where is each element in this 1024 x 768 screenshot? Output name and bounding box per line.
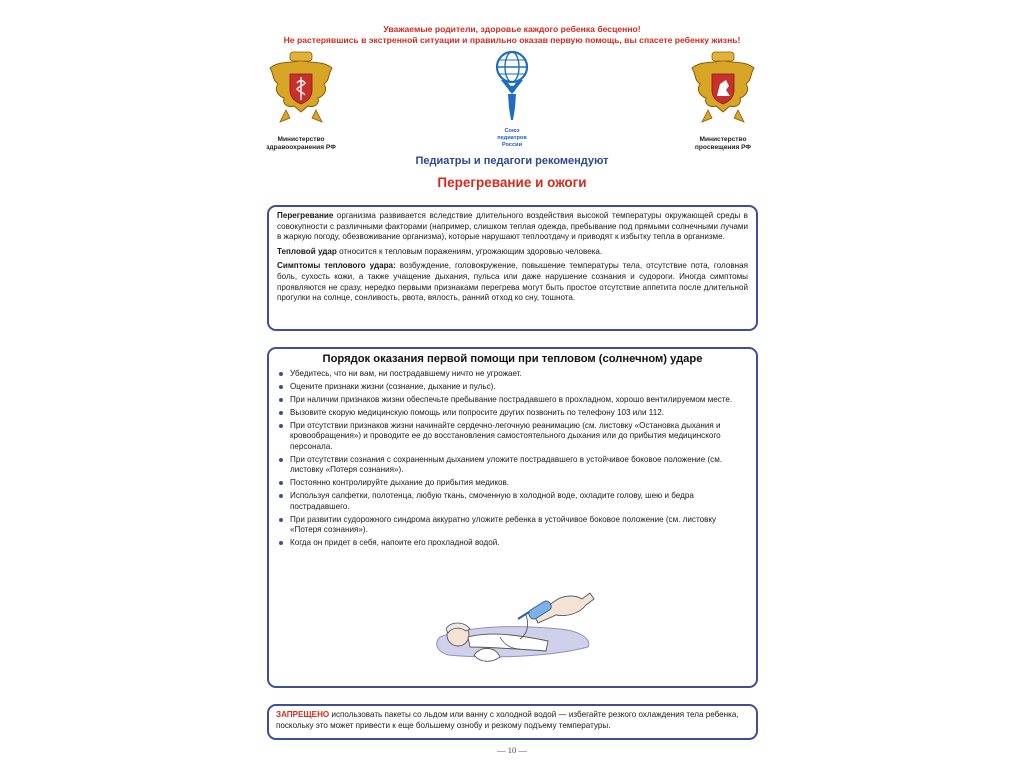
- procedure-step: [277, 382, 748, 392]
- ministry-health-caption: [254, 136, 348, 152]
- union-line-1: Союз: [504, 128, 520, 134]
- appeal-line-1: Уважаемые родители, здоровье каждого ребенка бесценно!: [383, 24, 641, 34]
- procedure-heading: Порядок оказания первой помощи при тепловом (солнечном) ударе: [322, 353, 703, 365]
- ministry-education-caption: [676, 136, 770, 152]
- union-pediatricians-caption: [482, 128, 542, 149]
- coat-of-arms-eagle-icon: [686, 50, 760, 130]
- page-title: Перегревание и ожоги: [437, 175, 587, 190]
- overheating-definition: [277, 211, 748, 243]
- procedure-step: [277, 369, 748, 379]
- symptoms-text: возбуждение, головокружение, повышение температуры тела, отсутствие пота, головная боль, сухость кожи, а также учащение дыхания, пульса или даже нарушение сознания и судороги. Иногда симптомы проявляются не сразу, нередко первыми признаками перегрева могут быть простое отсутствие аппетита после длительной прогулки на солнце, сонливость, рвота, вялость, ранний отход ко сну, тошнота.: [277, 261, 748, 303]
- prohibited-label: ЗАПРЕЩЕНО: [276, 710, 330, 719]
- procedure-step-text: Используя салфетки, полотенца, любую ткань, смоченную в холодной воде, охладите голову, шею и бедра пострадавшего.: [290, 491, 694, 511]
- procedure-step: [277, 538, 748, 548]
- recommend-subtitle: Педиатры и педагоги рекомендуют: [415, 155, 609, 167]
- ministry-health-line-2: здравоохранения РФ: [266, 144, 336, 151]
- procedure-step-text: Вызовите скорую медицинскую помощь или попросите других позвонить по телефону 103 или 112.: [290, 408, 664, 417]
- procedure-step-text: Убедитесь, что ни вам, ни пострадавшему ничто не угрожает.: [290, 369, 522, 378]
- appeal-line-2: Не растерявшись в экстренной ситуации и правильно оказав первую помощь, вы спасете ребенку жизнь!: [283, 35, 741, 45]
- ministry-education-line-1: Министерство: [699, 136, 747, 143]
- term-overheating: Перегревание: [277, 211, 334, 220]
- procedure-step: [277, 395, 748, 405]
- prohibition-warning-box: [267, 704, 758, 740]
- coat-of-arms-eagle-icon: [264, 50, 338, 130]
- bullet-icon: [279, 458, 283, 462]
- procedure-step: [277, 478, 748, 488]
- procedure-step: [277, 515, 748, 536]
- bullet-icon: [279, 481, 283, 485]
- heatstroke-definition: [277, 247, 748, 258]
- child-drinking-water-illustration: [430, 585, 600, 675]
- procedure-step: [277, 421, 748, 452]
- page-number: — 10 —: [497, 745, 527, 755]
- procedure-step-text: Оцените признаки жизни (сознание, дыхание и пульс).: [290, 382, 496, 391]
- procedure-step-text: При отсутствии сознания с сохраненным дыханием уложите пострадавшего в устойчивое боковое положение (см. листовку «Потеря сознания»).: [290, 454, 723, 475]
- term-heatstroke: Тепловой удар: [277, 246, 337, 256]
- procedure-steps-list: [277, 369, 748, 548]
- procedure-step-text: При отсутствии признаков жизни начинайте сердечно-легочную реанимацию (см. листовку «Остановка дыхания и кровообращения») и проводите ее до восстановления самостоятельного дыхания или до прибытия медицинского персонала.: [290, 421, 721, 451]
- procedure-step: [277, 491, 748, 512]
- union-line-2: педиатров: [497, 135, 527, 141]
- ministry-education-line-2: просвещения РФ: [694, 144, 752, 151]
- prohibited-text: использовать пакеты со льдом или ванну с холодной водой — избегайте резкого охлаждения тела ребенка, поскольку это может привести к еще большему ознобу и резкому подъему температуры.: [276, 710, 739, 730]
- bullet-icon: [279, 424, 283, 428]
- bullet-icon: [279, 541, 283, 545]
- symptoms-paragraph: [277, 261, 748, 303]
- union-line-3: России: [501, 142, 523, 148]
- bullet-icon: [279, 385, 283, 389]
- bullet-icon: [279, 494, 283, 498]
- procedure-step-text: При наличии признаков жизни обеспечьте пребывание пострадавшего в прохладном, хорошо вентилируемом месте.: [290, 395, 733, 404]
- procedure-step-text: Постоянно контролируйте дыхание до прибытия медиков.: [290, 478, 510, 488]
- procedure-step-text: Когда он придет в себя, напоите его прохладной водой.: [290, 538, 500, 548]
- overheating-info-box: [267, 205, 758, 331]
- ministry-health-line-1: Министерство: [277, 136, 325, 143]
- prohibition-warning: [276, 710, 749, 731]
- procedure-step-text: При развитии судорожного синдрома аккуратно уложите ребенка в устойчивое боковое положение (см. листовку «Потеря сознания»).: [290, 514, 717, 535]
- bullet-icon: [279, 411, 283, 415]
- overheating-text: организма развивается вследствие длительного воздействия высокой температуры окружающей среды в совокупности с различными факторами (например, слишком теплая одежда, пребывание под прямыми солнечными лучами в жаркую погоду, обезвоживание организма), которые нарушают теплоотдачу и приводят к избытку тепла в организме.: [277, 211, 748, 242]
- procedure-step: [277, 408, 748, 418]
- heatstroke-text: относится к тепловым поражениям, угрожающим здоровью человека.: [336, 246, 603, 256]
- bullet-icon: [279, 372, 283, 376]
- globe-person-logo-icon: [492, 50, 532, 128]
- procedure-step: [277, 455, 748, 476]
- bullet-icon: [279, 398, 283, 402]
- bullet-icon: [279, 518, 283, 522]
- term-symptoms: Симптомы теплового удара:: [277, 261, 396, 271]
